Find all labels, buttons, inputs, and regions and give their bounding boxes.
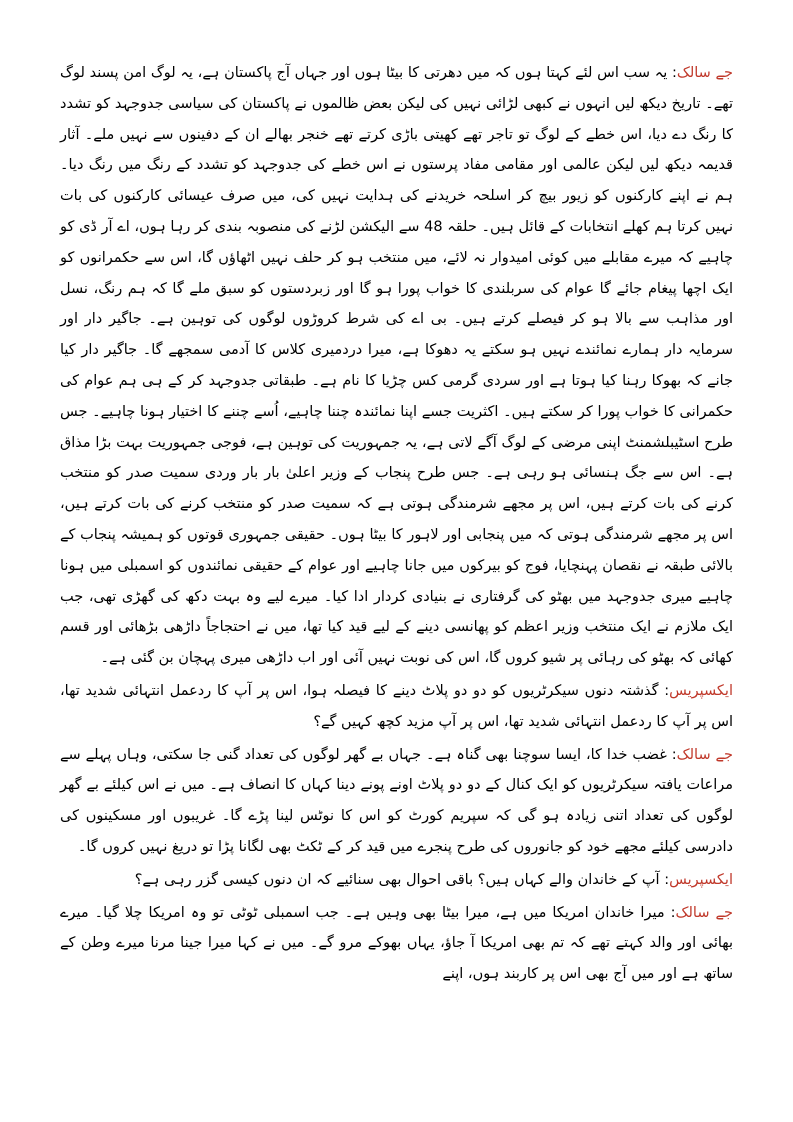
paragraph-text: : غضب خدا کا، ایسا سوچنا بھی گناہ ہے۔ جہاں بے گھر لوگوں کی تعداد گنی جا سکتی، وہاں پہلے سے مراعات یافتہ سیکرٹریوں کو ایک کنال کے دو دو پلاٹ اونے پونے دینا کہاں کا انصاف ہے۔ میں نے اس کیلئے بے گھر لوگوں کی تعداد اتنی زیادہ ہو گی کہ سپریم کورٹ کو اس کا نوٹس لینا پڑے گا۔ غریبوں اور مسکینوں کی دادرسی کیلئے مجھے خود کو جانوروں کی طرح پنجرے میں قید کر کے ٹکٹ بھی لگانا پڑا تو دریغ نہیں کروں گا۔ [60, 746, 733, 855]
speaker-label: جے سالک [676, 65, 733, 81]
paragraph-text: : گذشتہ دنوں سیکرٹریوں کو دو دو پلاٹ دینے کا فیصلہ ہوا، اس پر آپ کا ردعمل انتہائی شدید تھا، اس پر آپ کا ردعمل انتہائی شدید تھا، اس پر آپ مزید کچھ کہیں گے؟ [60, 682, 733, 730]
paragraph-text: : آپ کے خاندان والے کہاں ہیں؟ باقی احوال بھی سنائیے کہ ان دنوں کیسی گزر رہی ہے؟ [134, 871, 670, 888]
paragraph-jay-salik-1 [60, 58, 733, 674]
paragraph-express-question-2 [60, 865, 733, 896]
speaker-label: جے سالک [676, 746, 733, 763]
paragraph-jay-salik-3 [60, 898, 733, 990]
speaker-label: جے سالک [675, 904, 733, 921]
paragraph-express-question-1 [60, 676, 733, 738]
paragraph-text: : یہ سب اس لئے کہتا ہوں کہ میں دھرتی کا بیٹا ہوں اور جہاں آج پاکستان ہے، یہ لوگ امن پسند لوگ تھے۔ تاریخ دیکھ لیں انہوں نے کبھی لڑائی نہیں کی لیکن بعض ظالموں نے پاکستان کی سیاسی جدوجہد کو تشدد کا رنگ دے دیا، اس خطے کے لوگ تو تاجر تھے کھیتی باڑی کرتے تھے خنجر بھالے ان کے دفینوں سے نہیں ملے۔ آثار قدیمہ دیکھ لیں لیکن عالمی اور مقامی مفاد پرستوں نے اس خطے کی جدوجہد کو تشدد کے رنگ میں رنگ دیا۔ ہم نے اپنے کارکنوں کو زیور بیچ کر اسلحہ خریدنے کی ہدایت نہیں کی، میں صرف عیسائی کارکنوں کی بات نہیں کرتا ہم کھلے انتخابات کے قائل ہیں۔ حلقہ 48 سے الیکشن لڑنے کی منصوبہ بندی کر رہا ہوں، اے آر ڈی کو چاہیے کہ میرے مقابلے میں کوئی امیدوار نہ لائے، میں منتخب ہو کر حلف نہیں اٹھاؤں گا، اس سے حکمرانوں کو ایک اچھا پیغام جائے گا عوام کی سربلندی کا خواب پورا ہو گا اور زبردستوں کو سبق ملے گا کہ ہم رنگ، نسل اور مذاہب سے بالا ہو کر فیصلے کرتے ہیں۔ بی اے کی شرط کروڑوں لوگوں کی توہین ہے۔ جاگیر دار اور سرمایہ دار ہمارے نمائندے نہیں ہو سکتے یہ دھوکا ہے، میرا دردمیری کلاس کا آدمی سمجھے گا۔ جاگیر دار کیا جانے کہ بھوکا رہنا کیا ہوتا ہے اور سردی گرمی کس چڑیا کا نام ہے۔ طبقاتی جدوجہد کر کے ہی ہم عوام کی حکمرانی کا خواب پورا کر سکتے ہیں۔ اکثریت جسے اپنا نمائندہ چننا چاہیے، اُسے چننے کا اختیار ہونا چاہیے۔ جس طرح اسٹیبلشمنٹ اپنی مرضی کے لوگ آگے لاتی ہے، یہ جمہوریت کی توہین ہے، فوجی جمہوریت بہت بڑا مذاق ہے۔ اس سے جگ ہنسائی ہو رہی ہے۔ جس طرح پنجاب کے وزیر اعلیٰ بار بار وردی سمیت صدر کو منتخب کرنے کی بات کرتے ہیں، اس پر مجھے شرمندگی ہوتی ہے کہ سمیت صدر کو منتخب کرنے کی بات کرتے ہیں، اس پر مجھے شرمندگی ہوتی کہ میں پنجابی اور لاہور کا بیٹا ہوں۔ حقیقی جمہوری قوتوں کو ہمیشہ پنجاب کے بالائی طبقہ نے نقصان پہنچایا، فوج کو بیرکوں میں جانا چاہیے اور عوام کے حقیقی نمائندوں کو اسمبلی میں ہونا چاہیے میری جدوجہد میں بھٹو کی گرفتاری نے بنیادی کردار ادا کیا۔ میرے لیے وہ بہت دکھ کی گھڑی تھی، جب ایک ملازم نے ایک منتخب وزیر اعظم کو پھانسی دینے کے لیے قید کیا تھا، میں نے احتجاجاً داڑھی بڑھائی اور قسم کھائی کہ بھٹو کی رہائی پر شیو کروں گا، اس کی نوبت نہیں آئی اور اب داڑھی میری پہچان بن گئی ہے۔ [60, 65, 733, 667]
paragraph-text: : میرا خاندان امریکا میں ہے، میرا بیٹا بھی وہیں ہے۔ جب اسمبلی ٹوٹی تو وہ امریکا چلا گیا۔ میرے بھائی اور والد کہتے تھے کہ تم بھی امریکا آ جاؤ، یہاں بھوکے مرو گے۔ میں نے کہا میرا جینا مرنا میرے وطن کے ساتھ ہے اور میں آج بھی اس پر کاربند ہوں، اپنے [60, 904, 733, 983]
speaker-label: ایکسپریس [669, 682, 733, 699]
paragraph-jay-salik-2 [60, 740, 733, 863]
speaker-label: ایکسپریس [669, 871, 733, 888]
